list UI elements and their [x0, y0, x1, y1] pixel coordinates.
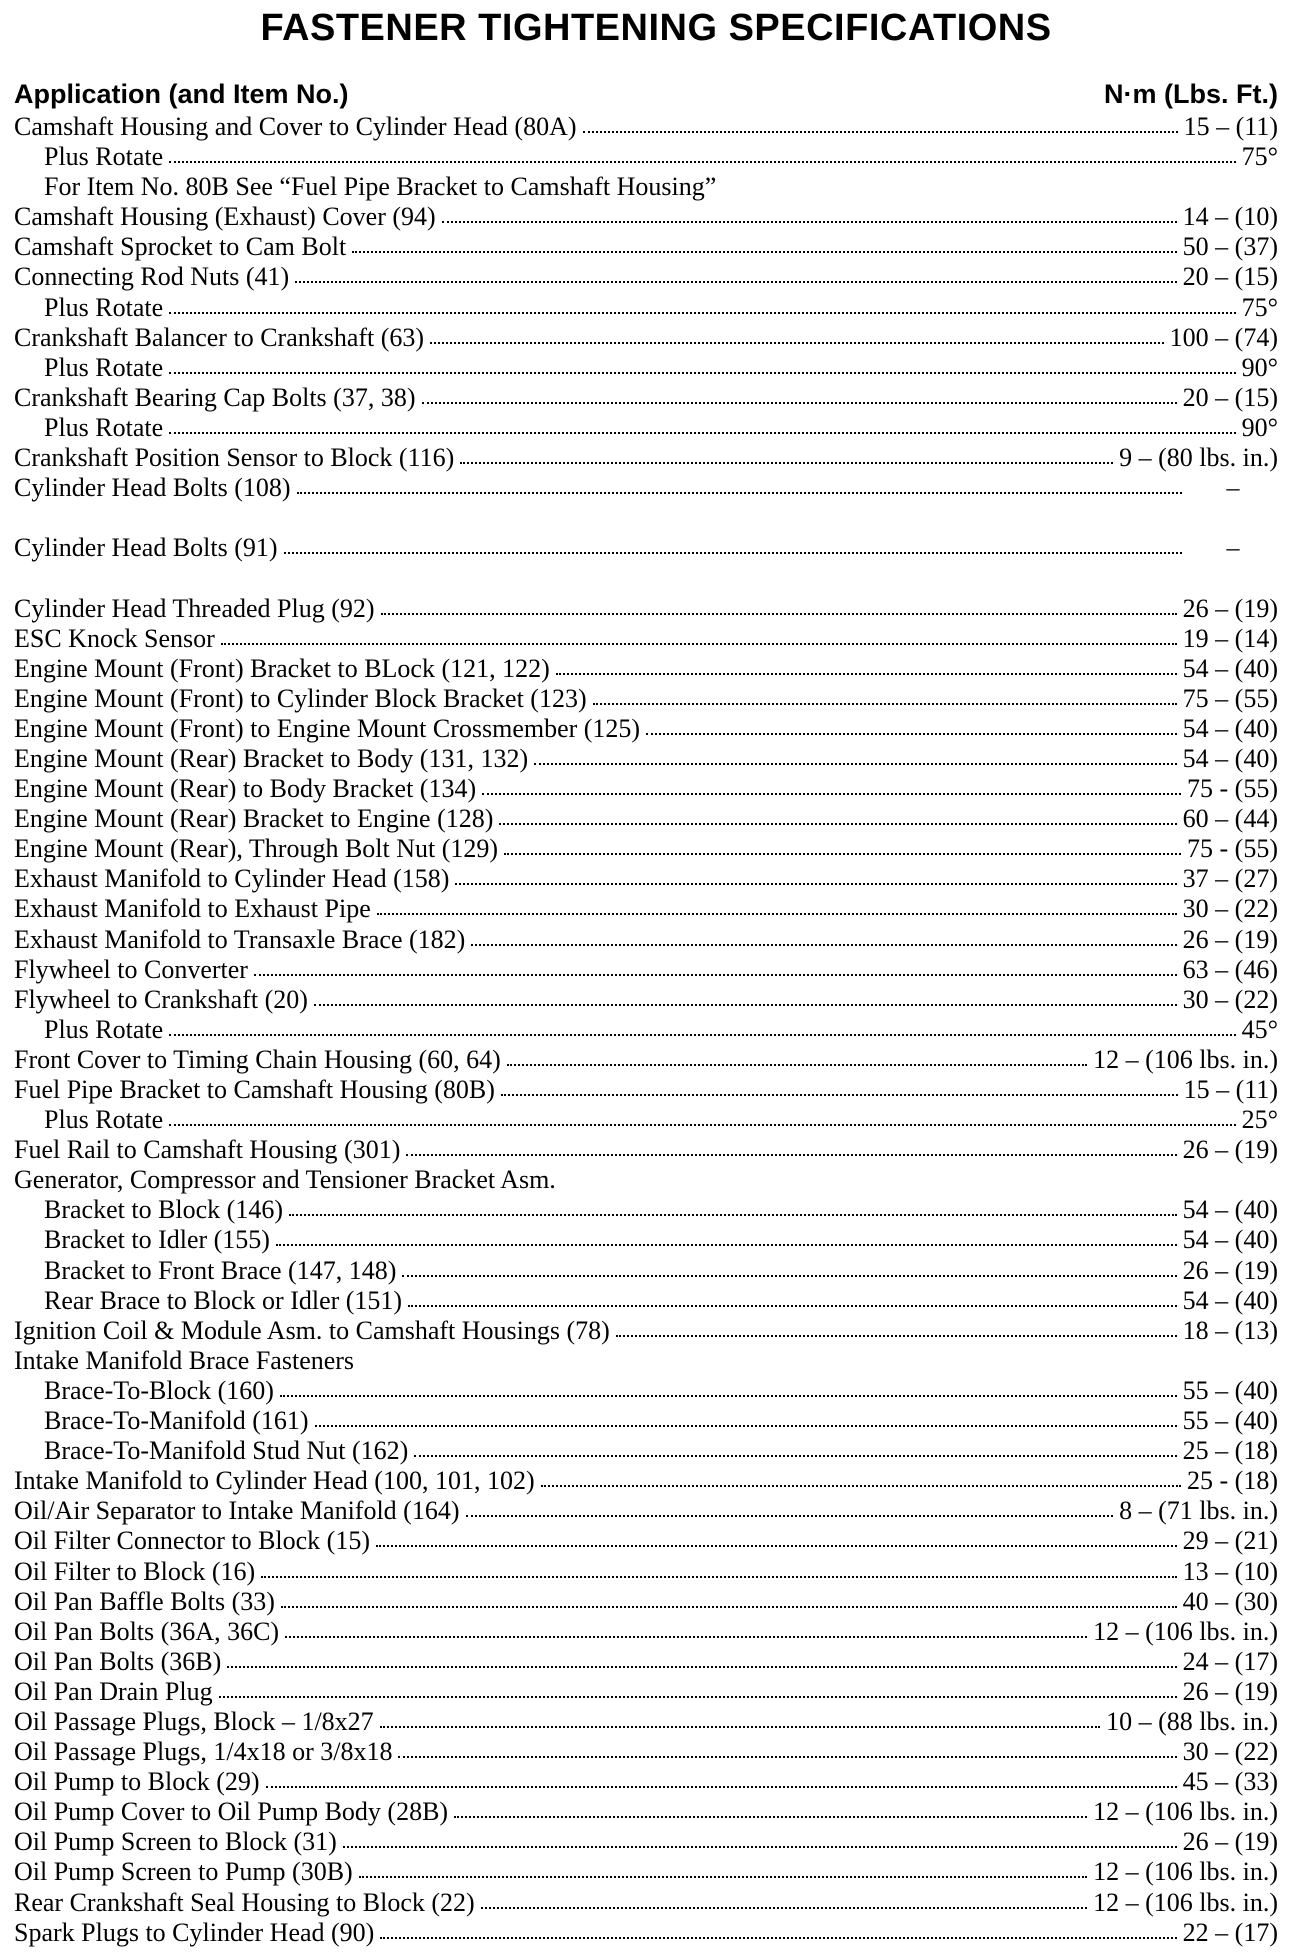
torque-value: 22 – (17) — [1182, 1917, 1278, 1947]
dot-leader — [169, 306, 1235, 314]
spec-row — [14, 654, 1278, 684]
spec-row — [14, 1707, 1278, 1737]
torque-value: 12 – (106 lbs. in.) — [1093, 1044, 1278, 1074]
spec-label: Flywheel to Converter — [14, 954, 248, 984]
dot-leader — [285, 1630, 1087, 1638]
torque-value: 26 – (19) — [1182, 924, 1278, 954]
spec-row — [14, 383, 1278, 413]
spec-label: Plus Rotate — [44, 352, 164, 382]
torque-value: 54 – (40) — [1182, 1225, 1278, 1255]
spec-row — [14, 1225, 1278, 1255]
torque-value: 54 – (40) — [1182, 713, 1278, 743]
dot-leader — [408, 1299, 1177, 1307]
dot-leader — [398, 1750, 1176, 1758]
spec-label: Front Cover to Timing Chain Housing (60, 64) — [14, 1044, 501, 1074]
torque-value: 90° — [1241, 352, 1278, 382]
dot-leader — [314, 998, 1177, 1006]
spec-row — [14, 1135, 1278, 1165]
dot-leader — [583, 125, 1178, 133]
spec-label: Bracket to Idler (155) — [44, 1225, 270, 1255]
dot-leader — [646, 727, 1177, 735]
spec-label: Camshaft Sprocket to Cam Bolt — [14, 232, 347, 262]
spec-row — [14, 1015, 1278, 1045]
dot-leader — [315, 1419, 1177, 1427]
dot-leader — [169, 1028, 1235, 1036]
spec-row — [14, 774, 1278, 804]
torque-value: – — [1226, 473, 1240, 503]
spec-label: Engine Mount (Rear) Bracket to Body (131, 132) — [14, 743, 529, 773]
dot-leader — [280, 1389, 1177, 1397]
spec-label: Engine Mount (Rear), Through Bolt Nut (129) — [14, 834, 499, 864]
spec-row — [14, 1587, 1278, 1617]
torque-value: 55 – (40) — [1182, 1406, 1278, 1436]
torque-value: 26 – (19) — [1182, 1676, 1278, 1706]
spec-row — [14, 1286, 1278, 1316]
dot-leader — [254, 968, 1177, 976]
dot-leader — [534, 757, 1177, 765]
torque-value: 15 – (11) — [1183, 1075, 1278, 1104]
torque-value: 40 – (30) — [1182, 1586, 1278, 1616]
spec-row — [14, 1888, 1278, 1918]
dot-leader — [501, 1088, 1178, 1096]
spec-label: Oil Pan Drain Plug — [14, 1676, 213, 1706]
spec-row — [14, 232, 1278, 262]
torque-value: 12 – (106 lbs. in.) — [1093, 1797, 1278, 1827]
page-title: FASTENER TIGHTENING SPECIFICATIONS — [260, 7, 1052, 49]
spec-label: Engine Mount (Front) to Cylinder Block Bracket (123) — [14, 683, 587, 713]
torque-value: 9 – (80 lbs. in.) — [1119, 443, 1278, 473]
dot-leader — [422, 396, 1177, 404]
dot-leader — [430, 336, 1164, 344]
spec-label: Oil/Air Separator to Intake Manifold (164) — [14, 1496, 460, 1526]
spec-label: Crankshaft Bearing Cap Bolts (37, 38) — [14, 382, 416, 412]
spec-label: Brace-To-Block (160) — [44, 1375, 274, 1405]
torque-value: 75 – (55) — [1182, 683, 1278, 713]
spec-label: Oil Pan Bolts (36B) — [14, 1646, 222, 1676]
spec-label: For Item No. 80B See “Fuel Pipe Bracket to Camshaft Housing” — [44, 172, 717, 202]
torque-value: 90° — [1241, 412, 1278, 442]
dot-leader — [556, 667, 1177, 675]
dot-leader — [541, 1479, 1181, 1487]
dot-leader — [227, 1660, 1176, 1668]
torque-value: 50 – (37) — [1182, 232, 1278, 262]
dot-leader — [297, 486, 1182, 494]
dot-leader — [376, 1539, 1177, 1547]
spec-label: Oil Passage Plugs, 1/4x18 or 3/8x18 — [14, 1737, 393, 1767]
dot-leader — [281, 1600, 1177, 1608]
spec-row — [14, 533, 1278, 563]
spec-row — [14, 172, 1278, 202]
dot-leader — [455, 877, 1176, 885]
torque-value: 54 – (40) — [1182, 1285, 1278, 1315]
spec-label: Bracket to Block (146) — [44, 1195, 283, 1225]
spec-row — [14, 925, 1278, 955]
torque-value: 54 – (40) — [1182, 653, 1278, 683]
spec-label: Engine Mount (Front) Bracket to BLock (121, 122) — [14, 653, 550, 683]
column-header — [14, 76, 1278, 112]
dot-leader — [276, 1238, 1177, 1246]
dot-leader — [169, 1118, 1235, 1126]
torque-value: – — [1226, 533, 1240, 563]
torque-value: 100 – (74) — [1169, 322, 1278, 352]
dot-leader — [266, 1780, 1177, 1788]
dot-leader — [504, 847, 1181, 855]
spec-label: Cylinder Head Threaded Plug (92) — [14, 593, 375, 623]
dot-leader — [406, 1148, 1176, 1156]
spec-row — [14, 985, 1278, 1015]
dot-leader — [169, 426, 1235, 434]
spec-row — [14, 1466, 1278, 1496]
spec-row — [14, 744, 1278, 774]
dot-leader — [169, 155, 1235, 163]
spec-label: Ignition Coil & Module Asm. to Camshaft Housings (78) — [14, 1315, 610, 1345]
dot-leader — [460, 456, 1113, 464]
torque-value: 12 – (106 lbs. in.) — [1093, 1857, 1278, 1887]
torque-value: 15 – (11) — [1183, 112, 1278, 141]
dot-leader — [481, 1901, 1087, 1909]
spec-row — [14, 1647, 1278, 1677]
torque-value: 14 – (10) — [1182, 202, 1278, 232]
spec-label: Plus Rotate — [44, 292, 164, 322]
spec-row — [14, 1526, 1278, 1556]
torque-value: 63 – (46) — [1182, 954, 1278, 984]
dot-leader — [221, 637, 1177, 645]
spec-label: Bracket to Front Brace (147, 148) — [44, 1255, 397, 1285]
spec-row — [14, 262, 1278, 292]
dot-leader — [169, 366, 1235, 374]
spec-row — [14, 112, 1278, 142]
spec-label: Spark Plugs to Cylinder Head (90) — [14, 1917, 375, 1947]
torque-value: 54 – (40) — [1182, 743, 1278, 773]
dot-leader — [381, 607, 1177, 615]
spec-row — [14, 1376, 1278, 1406]
spec-label: Camshaft Housing (Exhaust) Cover (94) — [14, 202, 436, 232]
torque-value: 25 – (18) — [1182, 1436, 1278, 1466]
spec-label: Oil Passage Plugs, Block – 1/8x27 — [14, 1706, 374, 1736]
torque-value: 75 - (55) — [1187, 774, 1278, 804]
spec-row — [14, 1496, 1278, 1526]
spec-row — [14, 1677, 1278, 1707]
spec-row — [14, 1406, 1278, 1436]
spec-label: Intake Manifold to Cylinder Head (100, 101, 102) — [14, 1466, 535, 1496]
torque-value: 75° — [1241, 292, 1278, 322]
spec-row — [14, 1075, 1278, 1105]
dot-leader — [352, 245, 1176, 253]
torque-value: 37 – (27) — [1182, 864, 1278, 894]
torque-value: 26 – (19) — [1182, 1135, 1278, 1165]
spec-row — [14, 955, 1278, 985]
spec-row — [14, 1346, 1278, 1376]
dot-leader — [284, 546, 1182, 554]
spec-row — [14, 1737, 1278, 1767]
dot-leader — [499, 817, 1176, 825]
spec-label: Plus Rotate — [44, 142, 164, 172]
torque-value: 10 – (88 lbs. in.) — [1106, 1706, 1278, 1736]
torque-value: 18 – (13) — [1182, 1315, 1278, 1345]
dot-leader — [377, 907, 1177, 915]
spec-label: Fuel Pipe Bracket to Camshaft Housing (80B) — [14, 1075, 495, 1104]
spec-label: ESC Knock Sensor — [14, 623, 215, 653]
spec-label: Oil Pump Cover to Oil Pump Body (28B) — [14, 1797, 449, 1827]
torque-value: 45° — [1241, 1014, 1278, 1044]
spec-label: Oil Filter to Block (16) — [14, 1556, 256, 1586]
dot-leader — [466, 1509, 1114, 1517]
spacer-row — [14, 503, 1278, 533]
dot-leader — [482, 787, 1181, 795]
spec-row — [14, 1857, 1278, 1887]
spec-label: Crankshaft Balancer to Crankshaft (63) — [14, 322, 425, 352]
spec-label: Brace-To-Manifold (161) — [44, 1406, 309, 1436]
spec-label: Plus Rotate — [44, 1105, 164, 1135]
spec-row — [14, 1256, 1278, 1286]
spec-label: Engine Mount (Front) to Engine Mount Crossmember (125) — [14, 713, 641, 743]
spec-row — [14, 624, 1278, 654]
torque-value: 24 – (17) — [1182, 1646, 1278, 1676]
torque-value: 20 – (15) — [1182, 382, 1278, 412]
spec-row — [14, 684, 1278, 714]
torque-value: 25 - (18) — [1187, 1466, 1278, 1496]
spec-label: Intake Manifold Brace Fasteners — [14, 1345, 355, 1375]
dot-leader — [471, 938, 1176, 946]
spec-row — [14, 1436, 1278, 1466]
dot-leader — [616, 1329, 1177, 1337]
spec-row — [14, 864, 1278, 894]
spec-label: Flywheel to Crankshaft (20) — [14, 984, 308, 1014]
spec-label: Exhaust Manifold to Cylinder Head (158) — [14, 864, 450, 894]
spec-row — [14, 1827, 1278, 1857]
spec-label: Fuel Rail to Camshaft Housing (301) — [14, 1135, 401, 1165]
spec-row — [14, 1617, 1278, 1647]
spec-label: Oil Filter Connector to Block (15) — [14, 1526, 371, 1556]
spec-label: Oil Pan Baffle Bolts (33) — [14, 1586, 275, 1616]
spec-list — [14, 112, 1278, 1948]
dot-leader — [359, 1870, 1087, 1878]
spec-row — [14, 1767, 1278, 1797]
spec-row — [14, 443, 1278, 473]
spec-label: Engine Mount (Rear) Bracket to Engine (128) — [14, 804, 494, 834]
spec-row — [14, 1105, 1278, 1135]
spec-label: Exhaust Manifold to Exhaust Pipe — [14, 894, 371, 924]
spec-row — [14, 1165, 1278, 1195]
spec-row — [14, 473, 1278, 503]
application-column-header: Application (and Item No.) — [14, 79, 349, 109]
torque-value: 26 – (19) — [1182, 593, 1278, 623]
spec-row — [14, 293, 1278, 323]
spec-row — [14, 1797, 1278, 1827]
spec-label: Plus Rotate — [44, 1014, 164, 1044]
spec-label: Engine Mount (Rear) to Body Bracket (134) — [14, 774, 477, 804]
torque-value: 30 – (22) — [1182, 894, 1278, 924]
torque-value: 45 – (33) — [1182, 1767, 1278, 1797]
spec-label: Rear Brace to Block or Idler (151) — [44, 1285, 403, 1315]
torque-value: 30 – (22) — [1182, 984, 1278, 1014]
spec-label: Connecting Rod Nuts (41) — [14, 262, 290, 292]
spec-label: Rear Crankshaft Seal Housing to Block (22) — [14, 1887, 475, 1917]
spec-row — [14, 323, 1278, 353]
spec-label: Exhaust Manifold to Transaxle Brace (182) — [14, 924, 466, 954]
dot-leader — [454, 1810, 1087, 1818]
torque-value: 25° — [1241, 1105, 1278, 1135]
spec-row — [14, 1045, 1278, 1075]
torque-value: 26 – (19) — [1182, 1827, 1278, 1857]
torque-value: 29 – (21) — [1182, 1526, 1278, 1556]
spec-label: Oil Pump Screen to Block (31) — [14, 1827, 337, 1857]
torque-value: 54 – (40) — [1182, 1195, 1278, 1225]
spec-row — [14, 804, 1278, 834]
torque-value: 75° — [1241, 142, 1278, 172]
torque-value: 60 – (44) — [1182, 804, 1278, 834]
units-column-header: N·m (Lbs. Ft.) — [1104, 79, 1278, 109]
spec-row — [14, 202, 1278, 232]
spec-row — [14, 714, 1278, 744]
spec-label: Cylinder Head Bolts (91) — [14, 533, 278, 563]
dot-leader — [414, 1449, 1176, 1457]
spec-row — [14, 413, 1278, 443]
torque-value: 13 – (10) — [1182, 1556, 1278, 1586]
spec-label: Camshaft Housing and Cover to Cylinder Head (80A) — [14, 112, 577, 141]
spec-row — [14, 894, 1278, 924]
spec-label: Cylinder Head Bolts (108) — [14, 473, 291, 503]
torque-value: 26 – (19) — [1182, 1255, 1278, 1285]
dot-leader — [442, 215, 1177, 223]
torque-value: 12 – (106 lbs. in.) — [1093, 1616, 1278, 1646]
spec-label: Generator, Compressor and Tensioner Bracket Asm. — [14, 1165, 556, 1195]
torque-value: 12 – (106 lbs. in.) — [1093, 1887, 1278, 1917]
torque-value: 19 – (14) — [1182, 623, 1278, 653]
spec-label: Brace-To-Manifold Stud Nut (162) — [44, 1436, 409, 1466]
spec-label: Oil Pump to Block (29) — [14, 1767, 260, 1797]
spec-row — [14, 1316, 1278, 1346]
spec-label: Oil Pan Bolts (36A, 36C) — [14, 1616, 280, 1646]
spec-row — [14, 142, 1278, 172]
spec-label: Plus Rotate — [44, 412, 164, 442]
dot-leader — [507, 1058, 1087, 1066]
dot-leader — [295, 275, 1177, 283]
torque-value: 55 – (40) — [1182, 1375, 1278, 1405]
spec-label: Oil Pump Screen to Pump (30B) — [14, 1857, 353, 1887]
dot-leader — [261, 1570, 1176, 1578]
spec-row — [14, 834, 1278, 864]
spacer-row — [14, 563, 1278, 593]
torque-value: 30 – (22) — [1182, 1737, 1278, 1767]
torque-value: 8 – (71 lbs. in.) — [1119, 1496, 1278, 1526]
dot-leader — [380, 1931, 1176, 1939]
dot-leader — [343, 1840, 1177, 1848]
dot-leader — [380, 1720, 1100, 1728]
dot-leader — [402, 1269, 1176, 1277]
spec-row — [14, 353, 1278, 383]
spec-row — [14, 1557, 1278, 1587]
spec-row — [14, 1918, 1278, 1948]
spec-label: Crankshaft Position Sensor to Block (116) — [14, 443, 455, 473]
torque-value: 20 – (15) — [1182, 262, 1278, 292]
torque-value: 75 - (55) — [1187, 834, 1278, 864]
spec-row — [14, 1195, 1278, 1225]
dot-leader — [219, 1690, 1177, 1698]
spec-row — [14, 594, 1278, 624]
dot-leader — [289, 1208, 1177, 1216]
dot-leader — [593, 697, 1177, 705]
